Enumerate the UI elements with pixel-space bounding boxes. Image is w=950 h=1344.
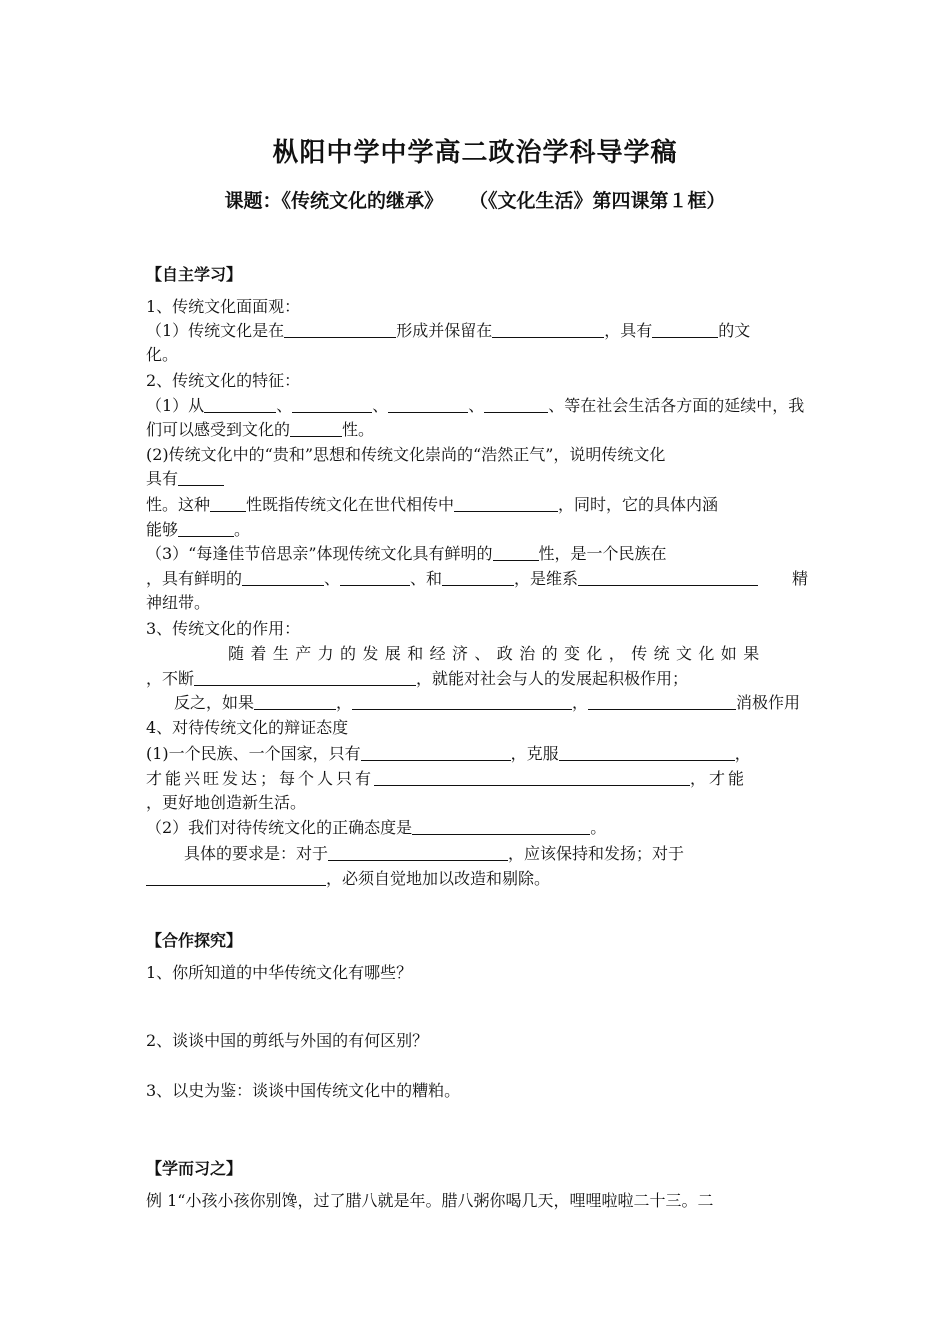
fill-blank[interactable] (178, 520, 234, 537)
question-4-1-line-c: ，更好地创造新生活。 (146, 793, 307, 812)
question-4-2-line-b: 具体的要求是：对于 ，应该保持和发扬；对于 (184, 844, 685, 863)
fill-blank[interactable] (652, 321, 718, 338)
fill-blank[interactable] (290, 420, 342, 437)
question-2-2-line-c: 性。这种 性既指传统文化在世代相传中 ，同时，它的具体内涵 (146, 495, 719, 514)
question-3-line-c: 反之，如果 ， ， 消极作用 (174, 693, 801, 712)
lesson-reference: （《文化生活》第四课第１框） (469, 190, 726, 212)
fill-blank[interactable] (194, 669, 416, 686)
fill-blank[interactable] (284, 321, 396, 338)
fill-blank[interactable] (454, 495, 558, 512)
question-2-3-line: （3）“每逢佳节倍思亲”体现传统文化具有鲜明的 性，是一个民族在 (146, 544, 667, 563)
cooperation-question: 3、以史为鉴：谈谈中国传统文化中的糟粕。 (146, 1081, 461, 1100)
section-heading-cooperation: 【合作探究】 (146, 931, 243, 950)
fill-blank[interactable] (178, 469, 224, 486)
fill-blank[interactable] (292, 396, 372, 413)
question-3-line: 随着生产力的发展和经济、政治的变化，传统文化如果 (228, 644, 766, 663)
question-2-1-line-cont: 们可以感受到文化的 性。 (146, 420, 375, 439)
cooperation-question: 1、你所知道的中华传统文化有哪些？ (146, 963, 413, 982)
fill-blank[interactable] (588, 693, 736, 710)
question-3-line-b: ，不断 ，就能对社会与人的发展起积极作用； (146, 669, 689, 688)
fill-blank[interactable] (388, 396, 468, 413)
question-2-3-line-c: 神纽带。 (146, 593, 211, 612)
question-1-line: （1）传统文化是在 形成并保留在 ，具有 的文 (146, 321, 751, 340)
fill-blank[interactable] (559, 744, 735, 761)
question-4-2-line-c: ，必须自觉地加以改造和剔除。 (146, 868, 808, 890)
fill-blank[interactable] (254, 693, 336, 710)
fill-blank[interactable] (412, 818, 590, 835)
question-4-2-line: （2）我们对待传统文化的正确态度是 。 (146, 818, 607, 837)
question-2-3-line-b: ，具有鲜明的 、 、和 ，是维系 精 (146, 569, 808, 588)
question-4-1-line-b: 才能兴旺发达；每个人只有 ，才能 (146, 769, 748, 788)
lesson-subtitle (0, 186, 950, 213)
fill-blank[interactable] (146, 869, 326, 886)
fill-blank[interactable] (328, 844, 508, 861)
question-2-2-line-d: 能够 。 (146, 520, 251, 539)
question-2-title: 2、传统文化的特征： (146, 371, 301, 390)
fill-blank[interactable] (374, 769, 690, 786)
question-2-1-line: （1）从 、 、 、 、等在社会生活各方面的延续中，我 (146, 396, 805, 415)
fill-blank[interactable] (361, 744, 511, 761)
fill-blank[interactable] (578, 569, 758, 586)
section-heading-practice: 【学而习之】 (146, 1159, 243, 1178)
question-1-title: 1、传统文化面面观： (146, 297, 301, 316)
fill-blank[interactable] (352, 693, 572, 710)
section-heading-self-study: 【自主学习】 (146, 265, 243, 284)
fill-blank[interactable] (493, 544, 539, 561)
question-2-2-line-b: 具有 (146, 468, 808, 490)
practice-example-1: 例 1“小孩小孩你别馋，过了腊八就是年。腊八粥你喝几天，哩哩啦啦二十三。二 (146, 1191, 714, 1210)
question-4-1-line: (1)一个民族、一个国家，只有 ，克服 ， (146, 744, 751, 763)
fill-blank[interactable] (210, 495, 246, 512)
fill-blank[interactable] (242, 569, 324, 586)
fill-blank[interactable] (340, 569, 410, 586)
fill-blank[interactable] (484, 396, 548, 413)
fill-blank[interactable] (204, 396, 276, 413)
question-3-title: 3、传统文化的作用： (146, 619, 301, 638)
lesson-topic: 课题：《传统文化的继承》 (224, 190, 443, 212)
fill-blank[interactable] (492, 321, 604, 338)
question-1-line-cont: 化。 (146, 345, 179, 364)
question-2-2-line: (2)传统文化中的“贵和”思想和传统文化崇尚的“浩然正气”，说明传统文化 (146, 445, 666, 464)
fill-blank[interactable] (442, 569, 514, 586)
cooperation-question: 2、谈谈中国的剪纸与外国的有何区别？ (146, 1031, 429, 1050)
question-4-title: 4、对待传统文化的辩证态度 (146, 718, 349, 737)
page-title: 枞阳中学中学高二政治学科导学稿 (272, 138, 678, 168)
